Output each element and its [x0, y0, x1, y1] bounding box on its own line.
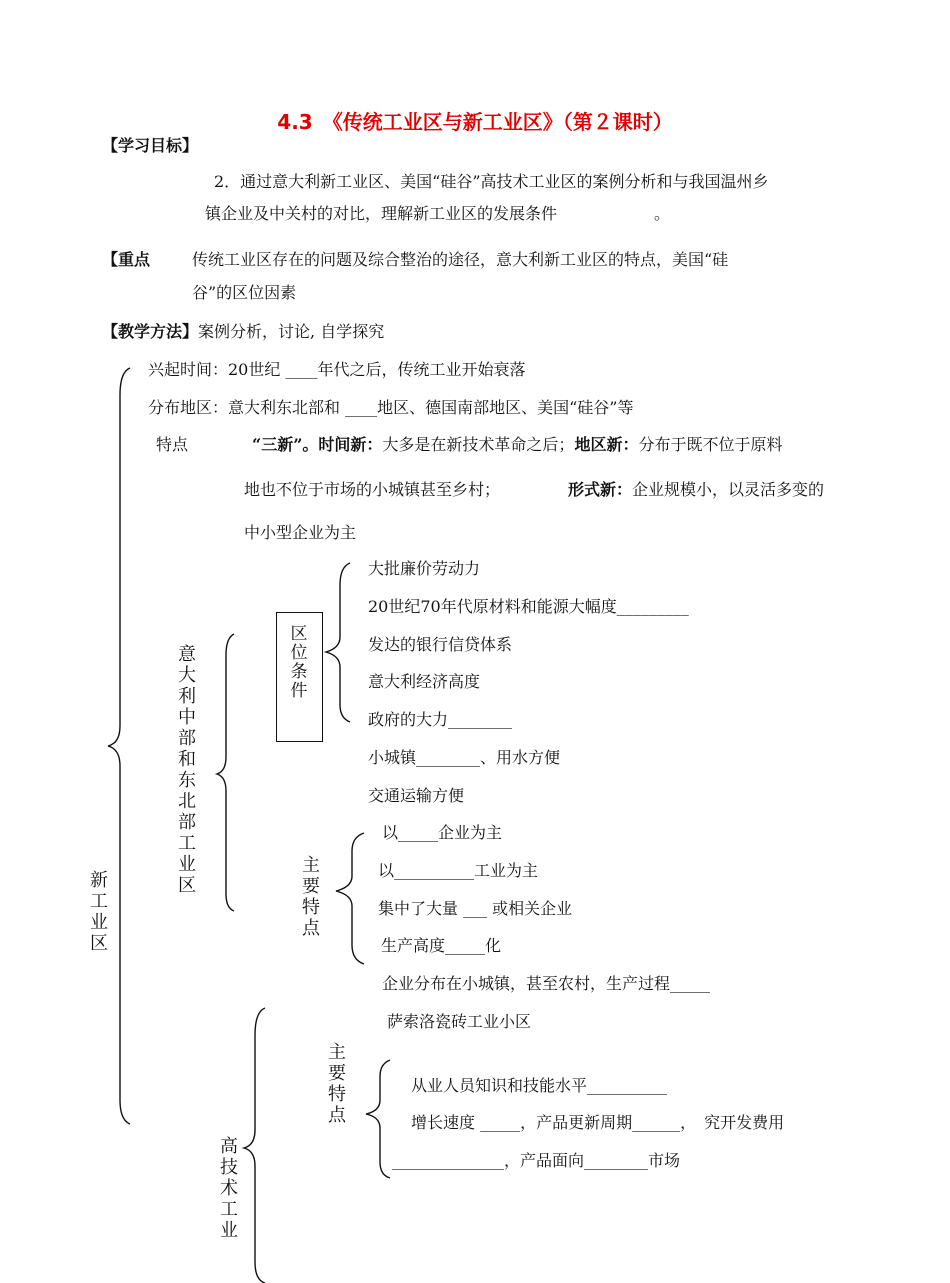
- objectives-heading: 【学习目标】: [102, 136, 199, 155]
- main-brace: [108, 368, 130, 1124]
- features-line-2: 地也不位于市场的小城镇甚至乡村；: [244, 480, 501, 499]
- features-line-1: [252, 435, 782, 455]
- rise-time: 兴起时间：20世纪 ____年代之后，传统工业开始衰落: [148, 360, 526, 379]
- features-label: 特点: [156, 435, 189, 454]
- location-brace: [326, 563, 350, 722]
- condition-item: 交通运输方便: [368, 786, 465, 805]
- italy-feature-item: 集中了大量 ___ 或相关企业: [378, 899, 573, 918]
- italy-feature-item: 企业分布在小城镇，甚至农村，生产过程_____: [382, 974, 711, 993]
- hightech-features-label: 主要特点: [328, 1042, 346, 1126]
- hightech-features-brace: [366, 1060, 390, 1178]
- method-heading: 【教学方法】: [102, 322, 199, 341]
- condition-item: 小城镇________、用水方便: [368, 748, 561, 767]
- key-points-heading: 【重点: [102, 250, 151, 269]
- method-text: 案例分析，讨论, 自学探究: [198, 322, 385, 341]
- italy-features-brace: [336, 833, 364, 964]
- italy-brace: [217, 634, 234, 911]
- key-points-line-1: 传统工业区存在的问题及综合整治的途径，意大利新工业区的特点，美国“硅: [192, 250, 729, 269]
- location-label: 区位条件: [290, 624, 308, 701]
- hightech-item: ______________，产品面向________市场: [392, 1151, 681, 1170]
- feature-form-text: 企业规模小，以灵活多变的: [632, 480, 825, 499]
- key-points-line-2: 谷”的区位因素: [192, 283, 297, 302]
- condition-item: 大批廉价劳动力: [368, 559, 481, 578]
- hightech-item: 增长速度 _____，产品更新周期______， 究开发费用: [411, 1113, 785, 1132]
- feature-time-text: 大多是在新技术革命之后；: [382, 435, 575, 454]
- objectives-line-2: 镇企业及中关村的对比，理解新工业区的发展条件: [205, 204, 558, 223]
- hightech-brace: [244, 1008, 265, 1283]
- objectives-line-1: 2．通过意大利新工业区、美国“硅谷”高技术工业区的案例分析和与我国温州乡: [214, 172, 769, 191]
- hightech-label: 高技术工业: [220, 1136, 238, 1241]
- italy-feature-item: 以__________工业为主: [378, 861, 539, 880]
- new-industrial-label: 新工业区: [90, 870, 108, 954]
- condition-item: 政府的大力________: [368, 710, 513, 729]
- condition-item: 20世纪70年代原材料和能源大幅度_________: [368, 597, 689, 616]
- italy-feature-item: 以_____企业为主: [382, 823, 503, 842]
- objectives-line-2-end: 。: [654, 204, 671, 223]
- italy-feature-item: 萨索洛瓷砖工业小区: [387, 1012, 532, 1031]
- feature-form-label: 形式新：: [568, 480, 633, 499]
- location-box: [276, 612, 323, 742]
- distribution: 分布地区：意大利东北部和 ____地区、德国南部地区、美国“硅谷”等: [148, 398, 634, 417]
- feature-time-label: “三新”。时间新：: [252, 435, 383, 454]
- feature-area-text: 分布于既不位于原料: [638, 435, 783, 454]
- features-line-3: 中小型企业为主: [244, 523, 357, 542]
- condition-item: 意大利经济高度: [368, 672, 481, 691]
- condition-item: 发达的银行信贷体系: [368, 635, 513, 654]
- features-line-2b: [568, 480, 824, 500]
- italy-label: 意大利中部和东北部工业区: [178, 644, 196, 896]
- hightech-item: 从业人员知识和技能水平__________: [411, 1076, 668, 1095]
- feature-area-label: 地区新：: [574, 435, 639, 454]
- italy-feature-item: 生产高度_____化: [381, 936, 502, 955]
- italy-features-label: 主要特点: [302, 855, 320, 939]
- page-title: 4.3 《传统工业区与新工业区》（第２课时）: [277, 110, 673, 134]
